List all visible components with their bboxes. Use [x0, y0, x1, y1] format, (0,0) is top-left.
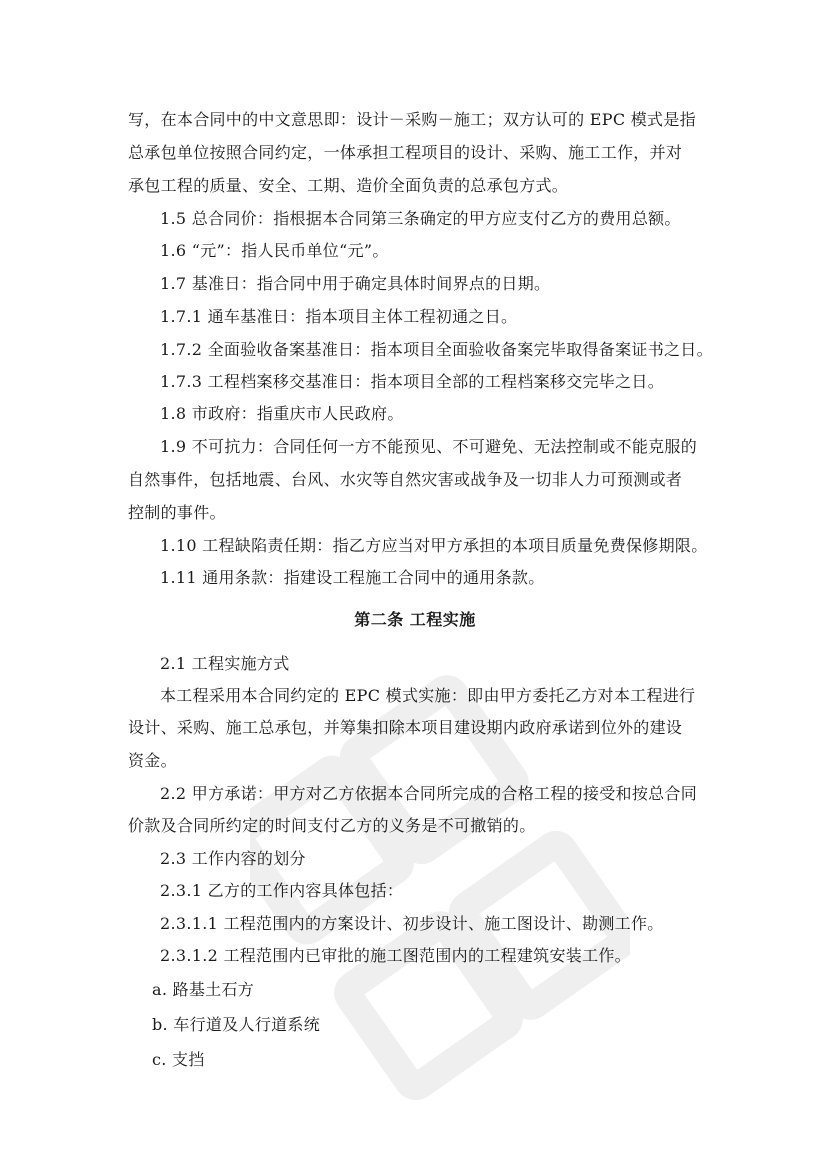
- text-line: 写，在本合同中的中文意思即：设计－采购－施工；双方认可的 EPC 模式是指: [128, 110, 696, 129]
- text-line: 2.3 工作内容的划分: [160, 849, 306, 868]
- text-line: 1.7 基准日：指合同中用于确定具体时间界点的日期。: [160, 274, 551, 293]
- text-line: 1.7.2 全面验收备案基准日：指本项目全面验收备案完毕取得备案证书之日。: [160, 340, 713, 359]
- text-line: 1.7.3 工程档案移交基准日：指本项目全部的工程档案移交完毕之日。: [160, 372, 664, 391]
- text-line: 1.10 工程缺陷责任期：指乙方应当对甲方承担的本项目质量免费保修期限。: [160, 536, 708, 555]
- section-heading: 第二条 工程实施: [354, 610, 476, 629]
- list-item: b. 车行道及人行道系统: [152, 1015, 321, 1034]
- text-line: 设计、采购、施工总承包，并筹集扣除本项目建设期内政府承诺到位外的建设: [128, 718, 683, 737]
- list-item: a. 路基土石方: [152, 980, 255, 999]
- text-line: 价款及合同所约定的时间支付乙方的义务是不可撤销的。: [128, 816, 536, 835]
- text-line: 1.8 市政府：指重庆市人民政府。: [160, 404, 404, 423]
- text-line: 2.3.1 乙方的工作内容具体包括：: [160, 881, 404, 900]
- text-line: 2.3.1.2 工程范围内已审批的施工图范围内的工程建筑安装工作。: [160, 946, 631, 965]
- text-line: 自然事件，包括地震、台风、水灾等自然灾害或战争及一切非人力可预测或者: [128, 470, 683, 489]
- text-line: 2.3.1.1 工程范围内的方案设计、初步设计、施工图设计、勘测工作。: [160, 914, 664, 933]
- text-line: 资金。: [128, 751, 177, 770]
- list-item: c. 支挡: [152, 1050, 205, 1069]
- text-line: 1.7.1 通车基准日：指本项目主体工程初通之日。: [160, 307, 518, 326]
- text-line: 2.1 工程实施方式: [160, 654, 290, 673]
- text-line: 2.2 甲方承诺：甲方对乙方依据本合同所完成的合格工程的接受和按总合同: [160, 784, 698, 803]
- text-line: 本工程采用本合同约定的 EPC 模式实施：即由甲方委托乙方对本工程进行: [160, 686, 696, 705]
- text-line: 1.9 不可抗力：合同任何一方不能预见、不可避免、无法控制或不能克服的: [160, 437, 698, 456]
- text-line: 控制的事件。: [128, 503, 226, 522]
- text-line: 1.6 “元”：指人民币单位“元”。: [160, 241, 389, 260]
- text-line: 1.5 总合同价：指根据本合同第三条确定的甲方应支付乙方的费用总额。: [160, 209, 681, 228]
- text-line: 承包工程的质量、安全、工期、造价全面负责的总承包方式。: [128, 176, 569, 195]
- text-line: 1.11 通用条款：指建设工程施工合同中的通用条款。: [160, 568, 545, 587]
- text-line: 总承包单位按照合同约定，一体承担工程项目的设计、采购、施工工作，并对: [128, 143, 683, 162]
